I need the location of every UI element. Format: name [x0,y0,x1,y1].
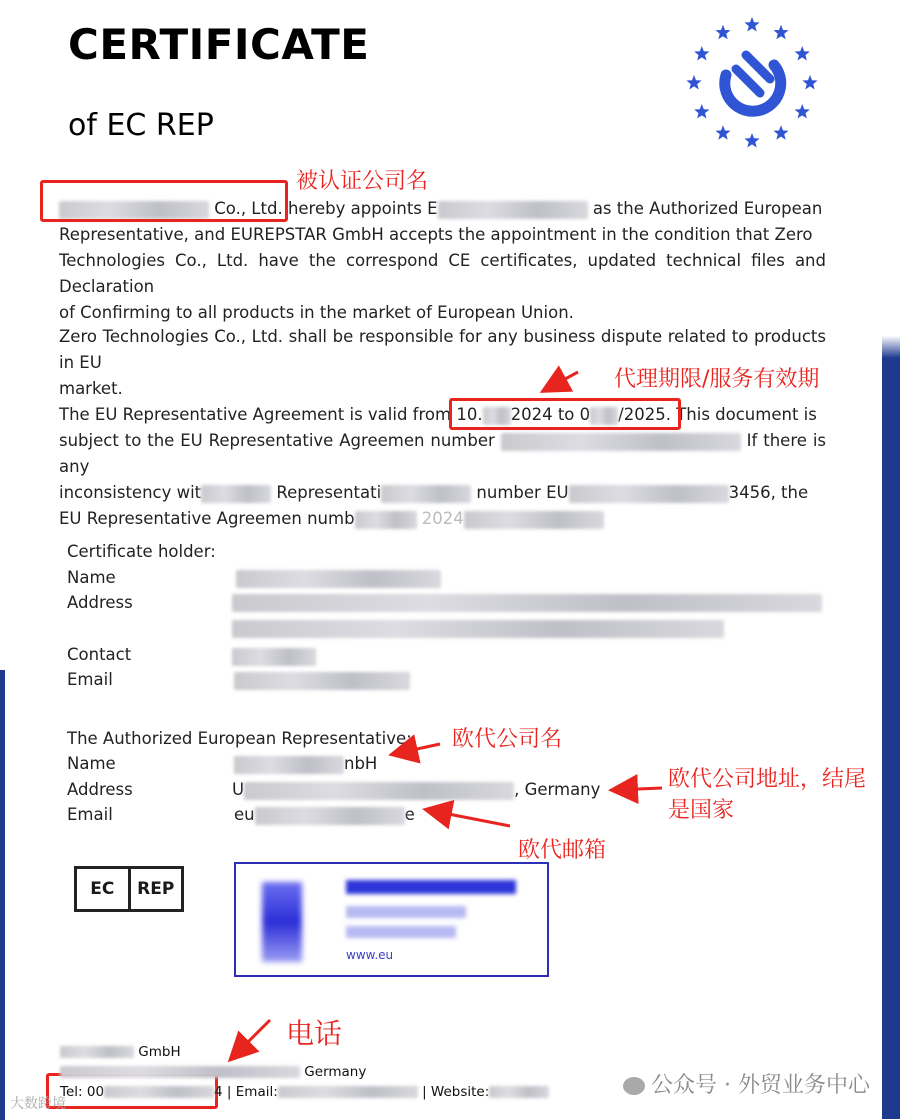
phone-arrow-icon [232,1020,270,1058]
rep-name-label: Name [67,754,116,773]
rep-address-arrow-icon [614,788,662,790]
annotation-validity: 代理期限/服务有效期 [614,367,820,392]
wechat-icon [623,1077,645,1095]
footer-contact: Tel: 00 4 | Email: | Website: [60,1084,549,1100]
rep-name-suffix: nbH [344,754,378,773]
annotation-rep-address-2: 是国家 [668,798,735,823]
inconsistency-line-start: inconsistency wit [59,483,202,502]
holder-address-label: Address [67,593,133,612]
valid-to-date: 0 [579,405,591,424]
stamp-website: www.eu [346,948,394,962]
annotation-rep-email: 欧代邮箱 [518,838,607,863]
agreement-number-year: 2024 [421,509,464,528]
certificate-title: CERTIFICATE [68,20,370,69]
ec-rep-right: REP [137,879,175,899]
inconsistency-line-mid2: number EU [476,483,569,502]
holder-email-label: Email [67,670,113,689]
appoint-text: hereby appoints E [287,199,438,218]
footer-country: Germany [304,1064,367,1080]
holder-name-label: Name [67,568,116,587]
valid-to-year: /2025. [618,405,671,424]
footer-tel-end: 4 [214,1084,223,1100]
wechat-watermark [623,1068,870,1099]
responsibility-line-2: market. [59,379,123,398]
valid-from-date: 10. [456,405,483,424]
footer-tel-label: Tel: 00 [60,1084,105,1100]
annotation-rep-company: 欧代公司名 [452,727,563,752]
rep-email-label: Email [67,805,113,824]
annotation-company-name: 被认证公司名 [296,169,429,194]
rep-heading: The Authorized European Representative: [67,729,412,748]
holder-contact-label: Contact [67,645,132,664]
appointment-line-2: Representative, and EUREPSTAR GmbH accepts the appointment in the condition that Zero [59,225,813,244]
watermark-text: 公众号 · 外贸业务中心 [651,1073,870,1098]
rep-address-country: , Germany [514,780,601,799]
left-watermark: 大数跨境 [10,1096,66,1112]
rep-address-prefix: U [232,780,245,799]
inconsistency-text: If there is any [59,431,827,476]
appointment-line-3: Technologies Co., Ltd. have the correspond CE certificates, updated technical files and Declaration [59,251,826,296]
inconsistency-line-mid: Representati [276,483,382,502]
annotation-phone: 电话 [286,1017,343,1050]
footer-email-label: Email: [235,1084,278,1100]
valid-from-year: 2024 [510,405,553,424]
company-suffix: Co., Ltd. [214,199,283,218]
responsibility-line-1: Zero Technologies Co., Ltd. shall be responsible for any business dispute related to products in EU [59,327,826,372]
footer-website-label: | Website: [422,1084,490,1100]
footer-company-suffix: GmbH [138,1044,181,1060]
validity-intro: The EU Representative Agreement is valid from [59,405,452,424]
appointment-line-4: of Confirming to all products in the market of European Union. [59,303,574,322]
agreement-number-text: subject to the EU Representative Agreemen number [59,431,495,450]
rep-company-arrow-icon [394,744,440,754]
rep-email-prefix: eu [234,805,255,824]
inconsistency-line-end: 3456, the [728,483,809,502]
certificate-subtitle: of EC REP [68,108,214,143]
agreement-number-line-4: EU Representative Agreemen numb [59,509,355,528]
appoint-text-end: as the Authorized European [592,199,823,218]
rep-email-suffix: e [404,805,415,824]
validity-intro-end: This document is [676,405,817,424]
rep-email-arrow-icon [428,810,510,826]
validity-arrow-icon [545,372,578,390]
annotation-rep-address: 欧代公司地址，结尾 [668,767,867,792]
holder-heading: Certificate holder: [67,542,216,561]
to-word: to [557,405,575,424]
ec-rep-left: EC [77,869,131,909]
rep-address-label: Address [67,780,133,799]
